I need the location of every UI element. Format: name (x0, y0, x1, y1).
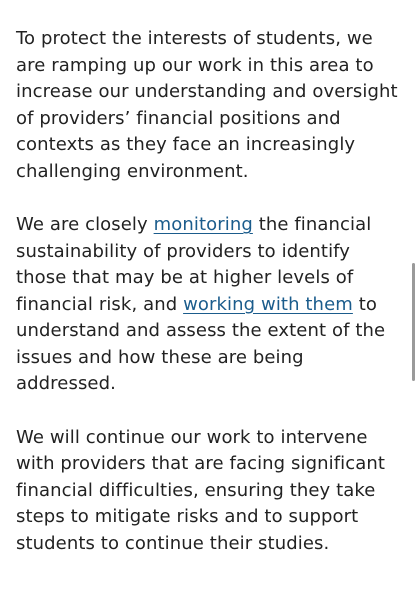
scrollbar[interactable] (409, 0, 417, 600)
paragraph-text-segment: We are closely (16, 214, 154, 235)
paragraph-monitoring (16, 212, 402, 398)
working-with-them-link[interactable]: working with them (183, 293, 353, 315)
scrollbar-thumb[interactable] (412, 263, 415, 381)
paragraph-text-segment: to understand and assess the extent of the issues and how these are being addressed. (16, 293, 386, 394)
paragraph-protect-interests: To protect the interests of students, we are ramping up our work in this area to increase our understanding and oversight of providers’ financial positions and contexts as they face an increasingly challenging environment. (16, 28, 398, 182)
monitoring-link[interactable]: monitoring (153, 214, 253, 235)
paragraph-intervene: We will continue our work to intervene with providers that are facing significant financial difficulties, ensuring they take steps to mitigate risks and to support students to continue their studies. (16, 426, 386, 554)
article-body (16, 26, 402, 584)
paragraph-text-segment: the financial sustainability of providers to identify those that may be at higher levels of financial risk, and (16, 214, 372, 315)
